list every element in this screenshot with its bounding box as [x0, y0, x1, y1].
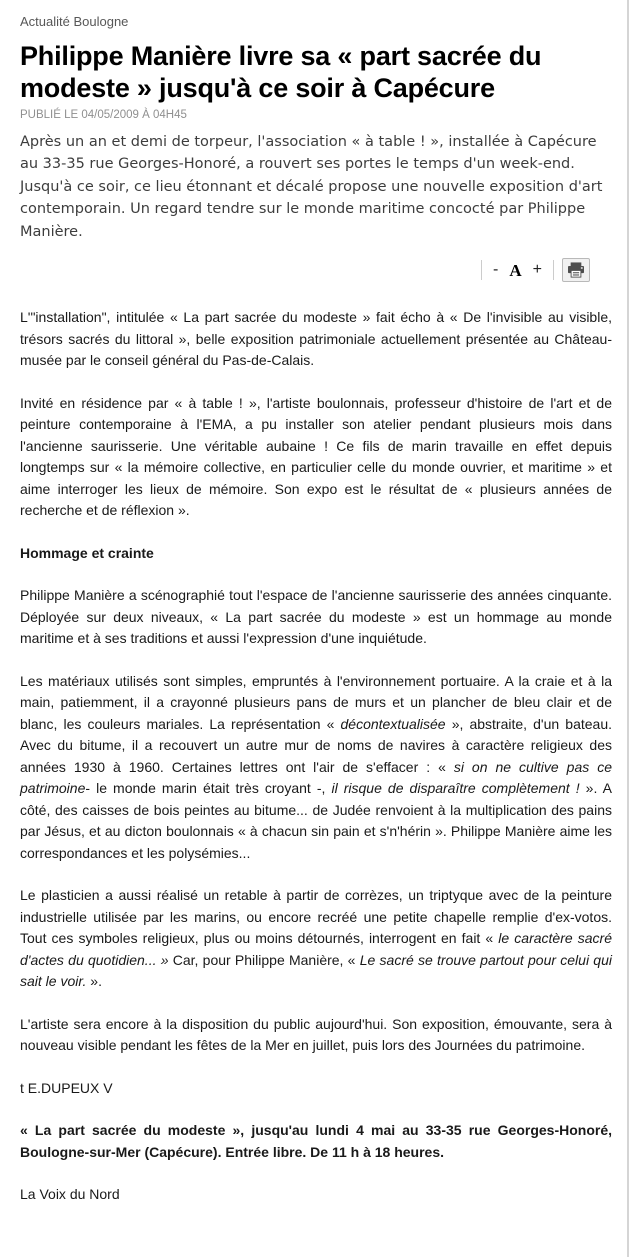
- article-source: La Voix du Nord: [20, 1186, 120, 1203]
- article-subheading: Hommage et crainte: [20, 544, 154, 561]
- article-paragraph: Philippe Manière a scénographié tout l'espace de l'ancienne saurisserie des années cinquante. Déployée sur deux niveaux, « La part sacrée du modeste » est un hommage au monde maritime et à ses traditions et aussi l'expression d'une inquiétude.: [20, 587, 612, 647]
- article-paragraph: Les matériaux utilisés sont simples, empruntés à l'environnement portuaire. A la craie et à la main, patiemment, il a crayonné plusieurs pans de murs et un plancher de bleu clair et de blanc, les couleurs mariales. La représentation « décontextualisée », abstraite, d'un bateau. Avec du bitume, il a recouvert un autre mur de noms de navires à caractère religieux des années 1930 à 1960. Certaines lettres ont l'air de s'effacer : « si on ne cultive pas ce patrimoine- le monde marin était très croyant -, il risque de disparaître complètement ! ». A côté, des caisses de bois peintes au bitume... de Judée renvoient à la multiplication des pains par Jésus, et au dicton boulonnais « à chacun sin pain et s'n'hérin ». Philippe Manière aime les correspondances et les polysémies...: [20, 672, 612, 861]
- page-title: Philippe Manière livre sa « part sacrée du modeste » jusqu'à ce soir à Capécure: [20, 41, 542, 103]
- font-print-toolbar: [20, 257, 612, 283]
- page-right-border: [627, 0, 629, 1257]
- article-body: [20, 307, 612, 1206]
- toolbar-divider: [553, 260, 554, 280]
- printer-icon: [567, 262, 585, 278]
- font-size-icon: A: [509, 260, 522, 280]
- font-decrease-button[interactable]: -: [490, 262, 501, 278]
- article-paragraph: Invité en résidence par « à table ! », l'artiste boulonnais, professeur d'histoire de l'art et de peinture contemporaine à l'EMA, a pu installer son atelier pendant plusieurs mois dans l'ancienne saurisserie. Une véritable aubaine ! Ce fils de marin travaille en effet depuis longtemps sur « la mémoire collective, en particulier celle du monde ouvrier, et maritime » et aime interroger les lieux de mémoire. Son expo est le résultat de « plusieurs années de recherche et de réflexion ».: [20, 394, 612, 519]
- article-lead: Après un an et demi de torpeur, l'association « à table ! », installée à Capécure au 33-35 rue Georges-Honoré, a rouvert ses portes le temps d'un week-end. Jusqu'à ce soir, ce lieu étonnant et décalé propose une nouvelle exposition d'art contemporain. Un regard tendre sur le monde maritime concocté par Philippe Manière.: [20, 133, 603, 240]
- article-paragraph: Le plasticien a aussi réalisé un retable à partir de corrèzes, un triptyque avec de la peinture industrielle utilisée par les marins, ou encore recréé une petite chapelle remplie d'ex-votos. Tout ces symboles religieux, plus ou moins détournés, interrogent en fait « le caractère sacré d'actes du quotidien... » Car, pour Philippe Manière, « Le sacré se trouve partout pour celui qui sait le voir. ».: [20, 887, 612, 990]
- article-paragraph: L'artiste sera encore à la disposition du public aujourd'hui. Son exposition, émouvante, sera à nouveau visible pendant les fêtes de la Mer en juillet, puis lors des Journées du patrimoine.: [20, 1015, 612, 1054]
- breadcrumb-category[interactable]: Actualité Boulogne: [20, 14, 129, 29]
- published-date: PUBLIÉ LE 04/05/2009 À 04H45: [20, 108, 187, 121]
- article-byline: t E.DUPEUX V: [20, 1079, 113, 1096]
- print-button[interactable]: [562, 258, 590, 282]
- toolbar-divider: [481, 260, 482, 280]
- font-increase-button[interactable]: +: [530, 262, 545, 278]
- article-paragraph: L'"installation", intitulée « La part sacrée du modeste » fait écho à « De l'invisible au visible, trésors sacrés du littoral », belle exposition patrimoniale actuellement présentée au Château-musée par le conseil général du Pas-de-Calais.: [20, 309, 612, 369]
- article-practical-info: « La part sacrée du modeste », jusqu'au lundi 4 mai au 33-35 rue Georges-Honoré, Boulogne-sur-Mer (Capécure). Entrée libre. De 11 h à 18 heures.: [20, 1122, 612, 1160]
